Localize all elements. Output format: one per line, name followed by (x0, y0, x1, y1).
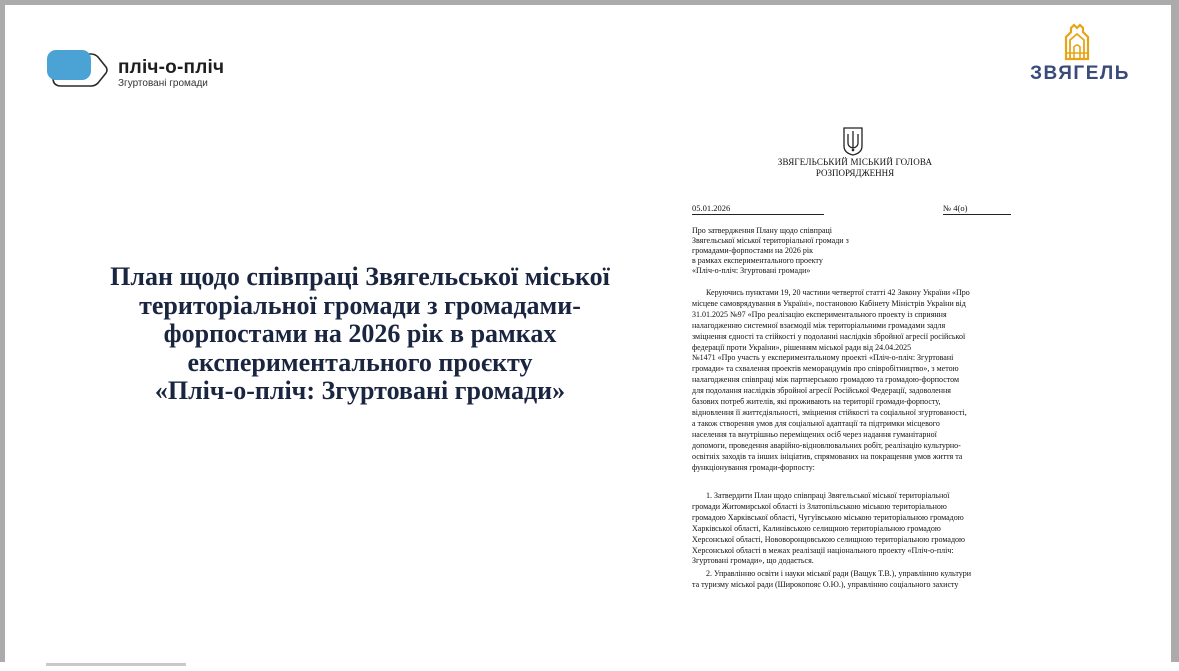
preamble-line: місцеве самоврядування в Україні», постановою Кабінету Міністрів України від (692, 298, 966, 308)
document-header-title: ЗВЯГЕЛЬСЬКИЙ МІСЬКИЙ ГОЛОВА (777, 157, 933, 167)
subject-line: громадами-форпостами на 2026 рік (692, 246, 813, 255)
preamble-line: базових потреб жителів, які проживають на території громади-форпосту, (692, 397, 941, 407)
slide-title-line: План щодо співпраці Звягельської міської (110, 262, 610, 291)
subject-line: «Пліч-о-пліч: Згуртовані громади» (692, 266, 811, 275)
document-clause-1 (692, 491, 1028, 567)
clause-line: Херсонської області, Нововоронцовською селищною територіальною громадою (692, 534, 966, 544)
next-slide-strip (0, 662, 1179, 671)
clause-line: громади Житомирської області із Златопільською міською територіальною (692, 501, 947, 511)
preamble-line: 31.01.2025 №97 «Про реалізацію експериментального проекту із сприяння (692, 309, 947, 319)
slide-title-line: експериментального проєкту (187, 347, 533, 377)
logo-name: пліч-о-пліч (118, 57, 225, 78)
zviahel-emblem-icon (1060, 23, 1094, 61)
slide-title (45, 263, 675, 406)
preamble-line: №1471 «Про участь у експериментальному проекті «Пліч-о-пліч: Згуртовані (692, 353, 954, 363)
presentation-slide (5, 5, 1171, 662)
subject-line: Звягельської міської територіальної громади з (692, 236, 849, 245)
order-document-image (680, 123, 1030, 593)
document-header-type: РОЗПОРЯДЖЕННЯ (815, 168, 895, 178)
preamble-line: налагодженню системної взаємодії між територіальними громадами задля (692, 320, 946, 330)
plich-o-plich-logo (47, 48, 257, 98)
clause-line: Харківської області, Калинівською селищною територіальною громадою (692, 523, 941, 533)
clause-line: Херсонської області в межах реалізації національного проекту «Пліч-о-пліч: (692, 545, 954, 555)
slide-title-line: територіальної громади з громадами- (139, 290, 581, 320)
preamble-line: Керуючись пунктами 19, 20 частини четвертої статті 42 Закону України «Про (706, 288, 970, 297)
preamble-line: федерації проти України», рішенням міської ради від 24.04.2025 (692, 342, 912, 352)
preamble-line: а також створення умов для соціальної адаптації та підтримки місцевого (692, 418, 940, 428)
trident-icon (842, 126, 864, 156)
preamble-line: зміцнення єдності та стійкості у подоланні наслідків збройної агресії російської (692, 331, 966, 341)
document-subject (692, 226, 849, 276)
document-number: № 4(о) (943, 203, 1011, 215)
document-clause-2 (692, 569, 1028, 591)
document-date: 05.01.2026 (692, 203, 824, 215)
logo-subtitle: Згуртовані громади (118, 78, 208, 89)
zviahel-wordmark: ЗВЯГЕЛЬ (1030, 63, 1130, 84)
preamble-line: функціонування громади-форпосту: (692, 462, 815, 472)
plich-o-plich-logo-icon (47, 50, 109, 90)
preamble-line: освітніх заходів та інших ініціатив, спрямованих на покращення умов життя та (692, 451, 963, 461)
clause-line: 2. Управлінню освіти і науки міської ради (Ващук Т.В.), управлінню культури (706, 569, 972, 578)
zviahel-logo (1020, 23, 1140, 93)
clause-line: Згуртовані громади», що додається. (692, 556, 814, 566)
subject-line: Про затвердження Плану щодо співпраці (692, 226, 833, 235)
preamble-line: налагодження співпраці між партнерською громадою та громадою-форпостом (692, 375, 960, 385)
preamble-line: допомоги, проведення аварійно-відновлювальних робіт, реалізацію культурно- (692, 440, 961, 450)
clause-line: 1. Затвердити План щодо співпраці Звягельської міської територіальної (706, 491, 950, 500)
preamble-line: громади» та схвалення проектів меморандумів про співробітництво», з метою (692, 364, 959, 374)
subject-line: в рамках експериментального проекту (692, 256, 823, 265)
preamble-line: для подолання наслідків збройної агресії Російської Федерації, задоволення (692, 386, 951, 396)
next-slide-thumbnail-text (46, 663, 186, 666)
preamble-line: населення та внутрішньо переміщених осіб через надання гуманітарної (692, 429, 937, 439)
slide-title-line: «Пліч-о-пліч: Згуртовані громади» (154, 376, 566, 406)
slide-title-line: форпостами на 2026 рік в рамках (163, 319, 557, 349)
clause-line: та туризму міської ради (Широкопояс О.Ю.), управлінню соціального захисту (692, 579, 959, 589)
document-preamble (692, 288, 1028, 473)
preamble-line: відновлення її життєдіяльності, зміцнення стійкості та соціальної згуртованості, (692, 407, 967, 417)
clause-line: громадою Харківської області, Чугуївською міською територіальною громадою (692, 512, 964, 522)
